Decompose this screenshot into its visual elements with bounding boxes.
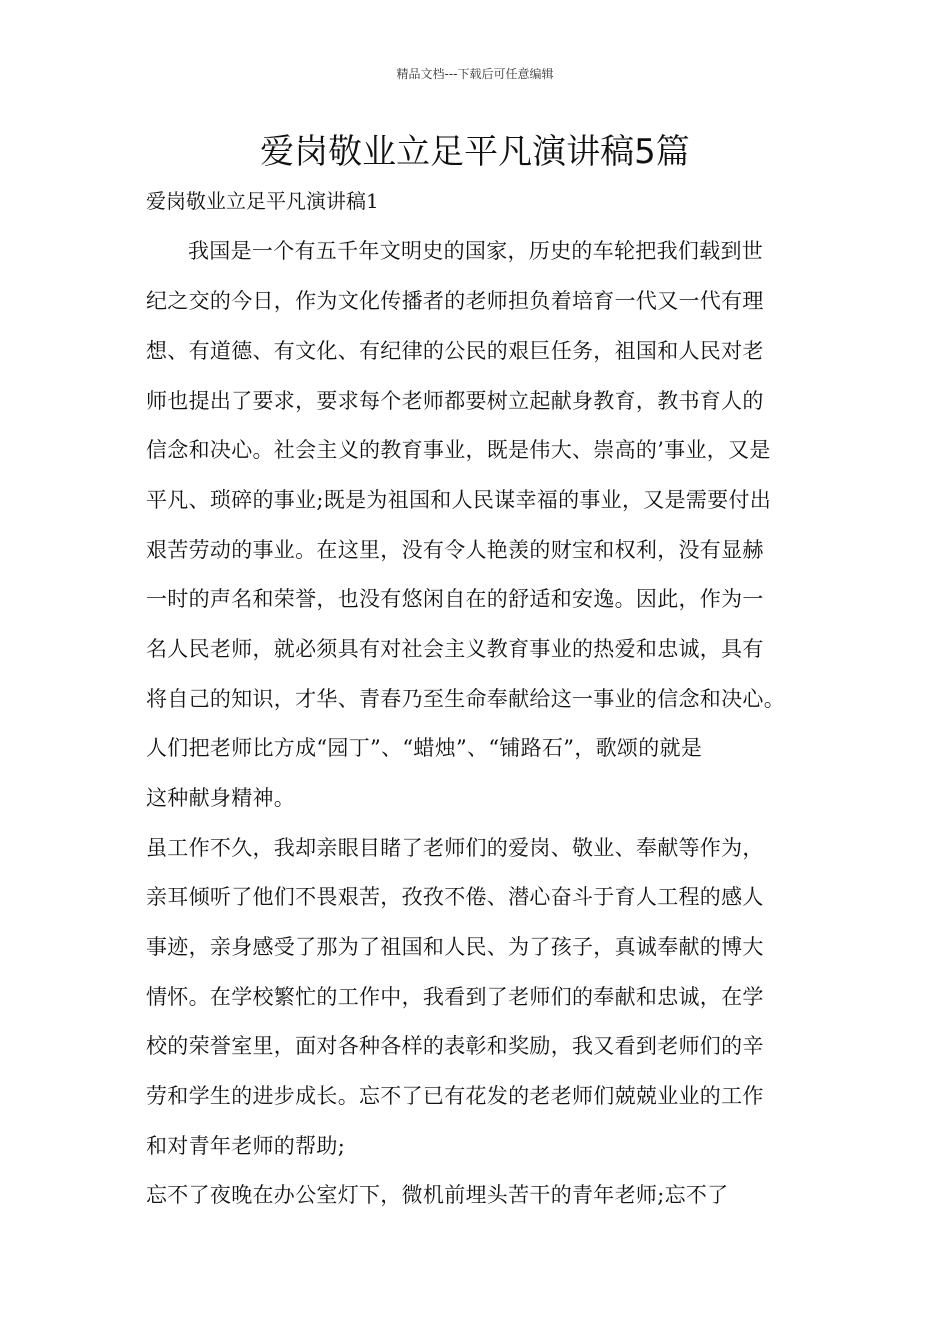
text-line: 情怀。在学校繁忙的工作中，我看到了老师们的奉献和忠诚，在学 (146, 985, 764, 1009)
text-line: 校的荣誉室里，面对各种各样的表彰和奖励，我又看到老师们的辛 (146, 1034, 764, 1058)
text-line: 艰苦劳动的事业。在这里，没有令人艳羡的财宝和权利，没有显赫 (146, 538, 764, 562)
text-line: 虽工作不久，我却亲眼目睹了老师们的爱岗、敬业、奉献等作为， (146, 836, 764, 860)
text-line: 纪之交的今日，作为文化传播者的老师担负着培育一代又一代有理 (146, 289, 764, 313)
text-line: 这种献身精神。 (146, 786, 296, 810)
text-line: 一时的声名和荣誉，也没有悠闲自在的舒适和安逸。因此，作为一 (146, 587, 764, 611)
text-line: 名人民老师，就必须具有对社会主义教育事业的热爱和忠诚，具有 (146, 637, 764, 661)
text-line: 我国是一个有五千年文明史的国家，历史的车轮把我们载到世 (188, 239, 764, 263)
text-line: 想、有道德、有文化、有纪律的公民的艰巨任务，祖国和人民对老 (146, 339, 764, 363)
text-line: 平凡、琐碎的事业;既是为祖国和人民谋幸福的事业，又是需要付出 (146, 488, 772, 512)
page-header: 精品文档---下载后可任意编辑 (396, 67, 554, 81)
text-line: 事迹，亲身感受了那为了祖国和人民、为了孩子，真诚奉献的博大 (146, 935, 764, 959)
document-title: 爱岗敬业立足平凡演讲稿5篇 (260, 132, 690, 172)
text-line: 师也提出了要求，要求每个老师都要树立起献身教育，教书育人的 (146, 389, 764, 413)
text-line: 人们把老师比方成“园丁”、“蜡烛”、“铺路石”，歌颂的就是 (146, 736, 703, 760)
text-line: 和对青年老师的帮助; (146, 1134, 346, 1158)
text-line: 忘不了夜晚在办公室灯下，微机前埋头苦干的青年老师;忘不了 (146, 1183, 729, 1207)
text-line: 亲耳倾听了他们不畏艰苦，孜孜不倦、潜心奋斗于育人工程的感人 (146, 885, 764, 909)
text-line: 劳和学生的进步成长。忘不了已有花发的老老师们兢兢业业的工作 (146, 1084, 764, 1108)
text-line: 信念和决心。社会主义的教育事业，既是伟大、崇高的’事业，又是 (146, 438, 771, 462)
text-line: 将自己的知识，才华、青春乃至生命奉献给这一事业的信念和决心。 (146, 687, 785, 711)
section-heading: 爱岗敬业立足平凡演讲稿1 (146, 189, 379, 213)
